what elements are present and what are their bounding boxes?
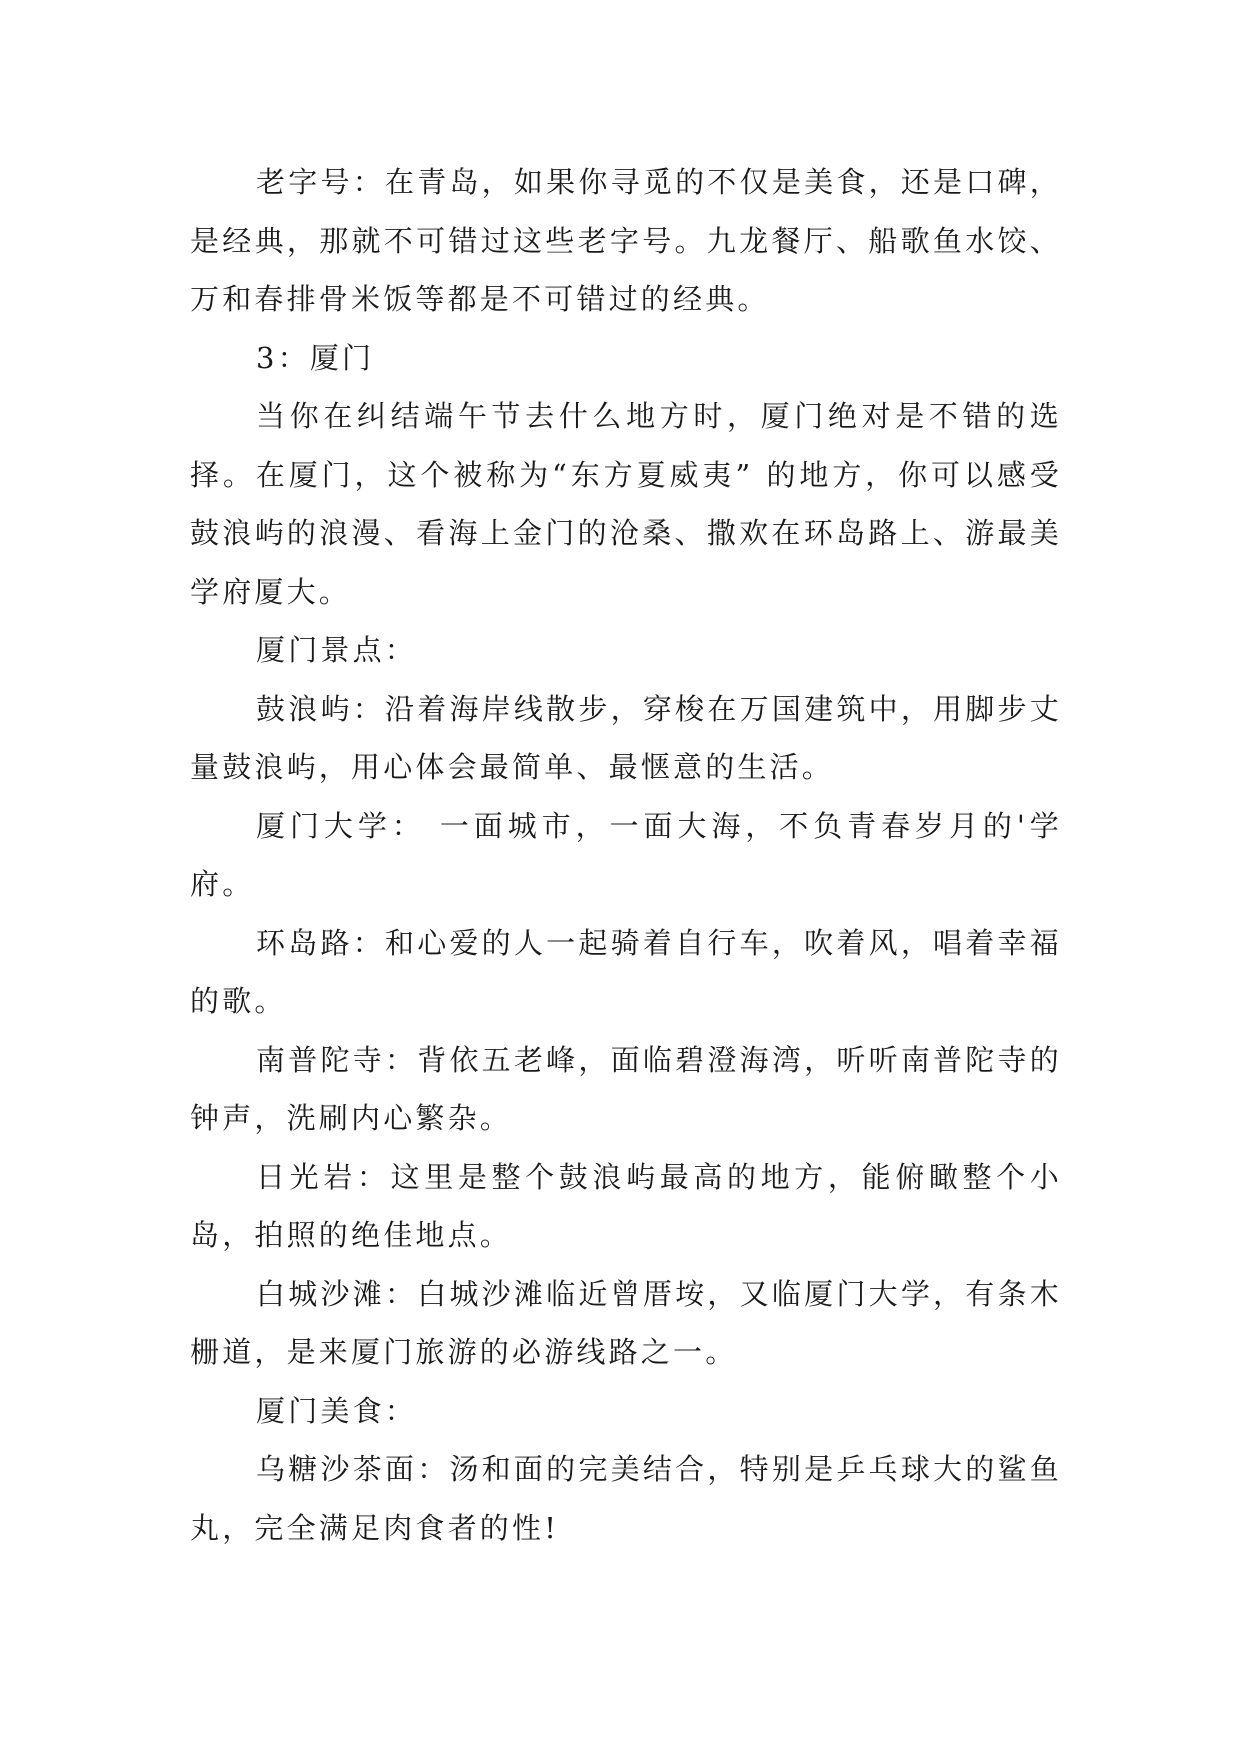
- paragraph-nanputuo-temple: 南普陀寺：背依五老峰，面临碧澄海湾，听听南普陀寺的钟声，洗刷内心繁杂。: [190, 1042, 1062, 1135]
- paragraph-huandao-road: 环岛路：和心爱的人一起骑着自行车，吹着风，唱着幸福的歌。: [190, 925, 1062, 1018]
- section-heading-xiamen: 3：厦门: [256, 340, 375, 375]
- paragraph-shacha-noodles: 乌糖沙茶面：汤和面的完美结合，特别是乒乓球大的鲨鱼丸，完全满足肉食者的性!: [190, 1452, 1062, 1545]
- paragraph-baicheng-beach: 白城沙滩：白城沙滩临近曾厝垵，又临厦门大学，有条木栅道，是来厦门旅游的必游线路之一。: [190, 1276, 1062, 1369]
- paragraph-gulangyu: 鼓浪屿：沿着海岸线散步，穿梭在万国建筑中，用脚步丈量鼓浪屿，用心体会最简单、最惬意的生活。: [190, 691, 1062, 784]
- subheading-xiamen-food: 厦门美食：: [256, 1393, 418, 1428]
- document-body: [190, 153, 1062, 1557]
- paragraph-riguangyan: 日光岩：这里是整个鼓浪屿最高的地方，能俯瞰整个小岛，拍照的绝佳地点。: [190, 1159, 1062, 1252]
- paragraph-xiamen-intro: 当你在纠结端午节去什么地方时，厦门绝对是不错的选择。在厦门，这个被称为“东方夏威夷” 的地方，你可以感受鼓浪屿的浪漫、看海上金门的沧桑、撒欢在环岛路上、游最美学府厦大。: [190, 399, 1062, 609]
- paragraph-laozihao: 老字号：在青岛，如果你寻觅的不仅是美食，还是口碑，是经典，那就不可错过这些老字号。九龙餐厅、船歌鱼水饺、万和春排骨米饭等都是不可错过的经典。: [190, 165, 1062, 316]
- paragraph-xiamen-university: 厦门大学： 一面城市，一面大海，不负青春岁月的'学府。: [190, 808, 1062, 901]
- subheading-xiamen-attractions: 厦门景点：: [256, 633, 418, 667]
